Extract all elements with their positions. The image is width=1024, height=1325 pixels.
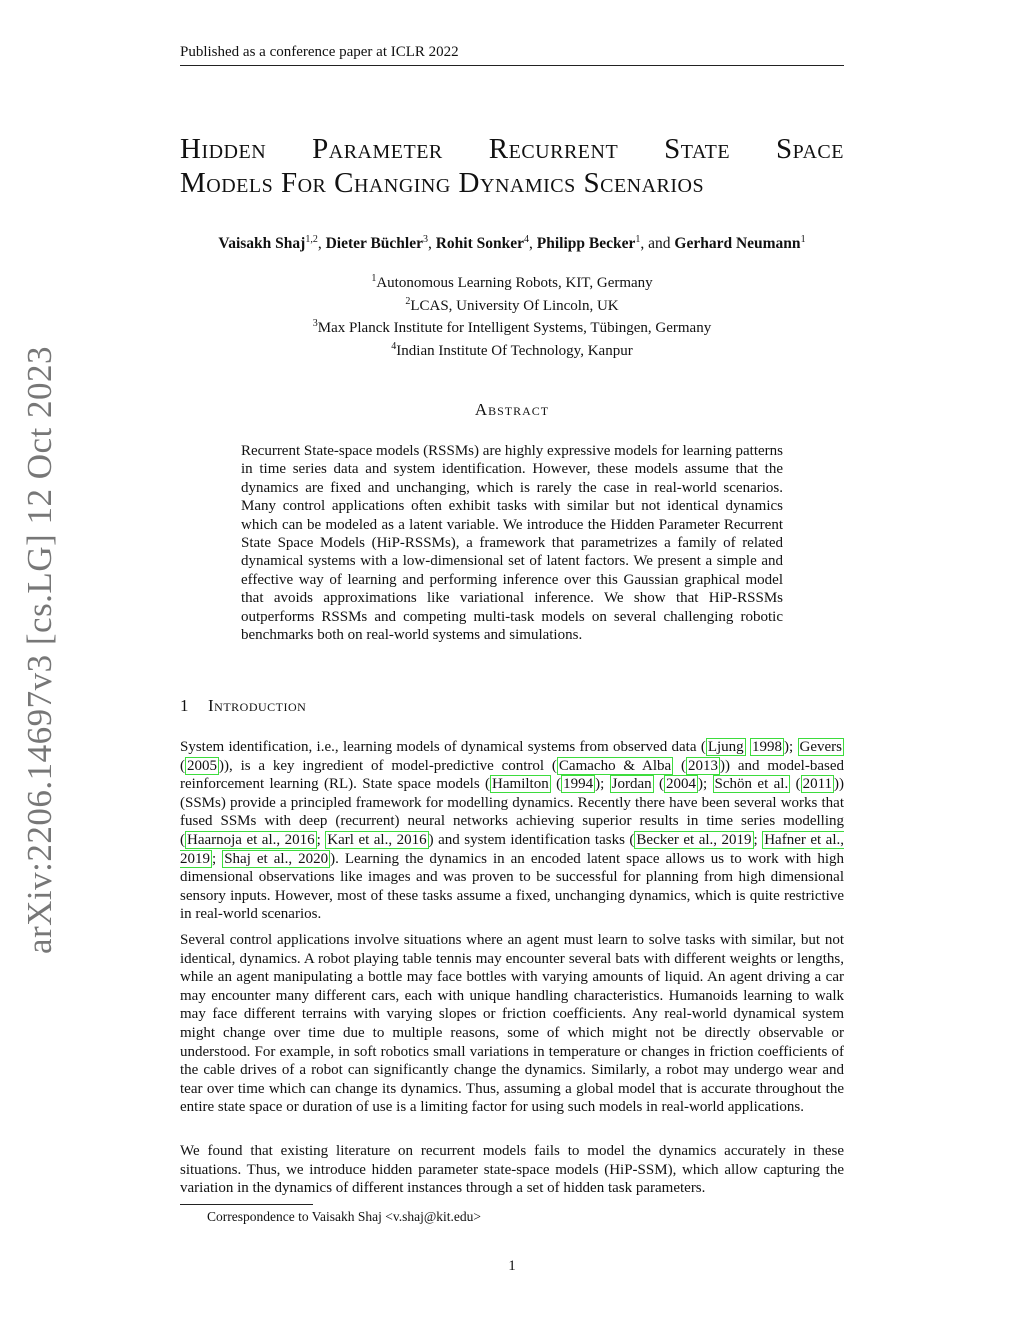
citation-link[interactable]: 2004	[666, 776, 696, 793]
citation-link[interactable]: Schön et al.	[714, 776, 789, 793]
intro-paragraph-1: System identification, i.e., learning models of dynamical systems from observed data ( Ljung 1998 ); Gevers ( 2005 )), is a key ingredient of model-predictive control ( Camacho & Alba ( 2013 )) and model-based reinforcement learning (RL). State space models ( Hamilton ( 1994 ); Jordan ( 2004 ); Schön et al. ( 2011 )) (SSMs) provide a principled framework for modelling dynamics. Recently there have been several works that fused SSMs with deep (recurrent) neural networks achieving superior results in time series modelling ( Haarnoja et al., 2016 ; Karl et al., 2016 ) and system identification tasks ( Becker et al., 2019 ; Hafner et al., 2019 ; Shaj et al., 2020 ). Learning the dynamics in an encoded latent space allows us to work with high dimensional observations like images and was proven to be successful for planning from high dimensional sensory inputs. However, most of these tasks assume a fixed, unchanging dynamics, which is quite restrictive in real-world scenarios.	[180, 739, 845, 923]
abstract-body: Recurrent State-space models (RSSMs) are highly expressive models for learning patterns in time series data and system identification. However, these models assume that the dynamics are fixed and unchanging, which is rarely the case in real-world scenarios. Many control applications often exhibit tasks with similar but not identical dynamics which can be modeled as a latent variable. We introduce the Hidden Parameter Recurrent State Space Models (HiP-RSSMs), a framework that parametrizes a family of related dynamical systems with a low-dimensional set of latent factors. We present a simple and effective way of learning and performing inference over this Gaussian graphical model that avoids approximations like variational inference. We show that HiP-RSSMs outperforms RSSMs and competing multi-task models on several challenging robotic benchmarks both on real-world systems and simulations.	[241, 443, 783, 644]
text-run: System identification, i.e., learning models of dynamical systems from observed data (	[180, 739, 706, 755]
author-separator: ,	[317, 235, 326, 253]
footnote: Correspondence to Vaisakh Shaj <v.shaj@kit.edu>	[207, 1209, 481, 1224]
citation-link[interactable]: 2005	[187, 757, 217, 774]
arxiv-sidebar	[0, 0, 62, 1325]
section-title: Introduction	[208, 696, 307, 715]
author-affil-mark: 4	[524, 234, 530, 245]
title-word: Space	[776, 133, 844, 165]
text-run: ;	[789, 739, 798, 755]
citation-link[interactable]: 1994	[563, 776, 594, 793]
citation-link[interactable]: Jordan	[611, 776, 652, 793]
affiliations	[180, 270, 844, 360]
author-name: Vaisakh Shaj	[218, 235, 306, 253]
citation-link[interactable]: 1998	[752, 739, 783, 755]
text-run: ;	[212, 850, 223, 867]
affiliation-text: LCAS, University Of Lincoln, UK	[410, 297, 619, 314]
affiliation-line	[180, 315, 844, 338]
arxiv-stamp: arXiv:2206.14697v3 [cs.LG] 12 Oct 2023	[20, 345, 59, 955]
title-word: Recurrent	[488, 133, 619, 165]
affiliation-text: Max Planck Institute for Intelligent Systems, Tübingen, Germany	[317, 320, 712, 336]
text-run: ). Learning the dynamics in an encoded latent space allows us to work with high dimensional observations like images and was proven to be successful for planning from high dimensional sensory inputs. However, most of these tasks assume a fixed, unchanging dynamics, which is quite restrictive in real-world scenarios.	[180, 850, 844, 923]
title-line-2: Models For Changing Dynamics Scenarios	[180, 167, 705, 199]
citation-link[interactable]: Becker et al., 2019	[636, 831, 752, 848]
title-word: Hidden	[180, 133, 267, 165]
affiliation-text: Indian Institute Of Technology, Kanpur	[396, 342, 633, 359]
citation-link[interactable]: 2011	[802, 776, 833, 793]
author-name: Philipp Becker	[536, 235, 636, 253]
affiliation-text: Autonomous Learning Robots, KIT, Germany	[376, 275, 653, 291]
citation-link[interactable]: Ljung	[707, 739, 744, 755]
affiliation-line	[180, 270, 844, 293]
text-run: ), is a key ingredient of model-predictive control (	[224, 757, 557, 774]
author-separator: ,	[427, 235, 436, 253]
title-word: Parameter	[312, 133, 443, 165]
text-run: ;	[703, 776, 713, 793]
author-name: Rohit Sonker	[435, 235, 525, 253]
affil-mark: 4	[391, 340, 397, 352]
footnote-rule	[180, 1204, 313, 1205]
author-name: Dieter Büchler	[325, 235, 423, 253]
text-run: ;	[753, 831, 763, 848]
affil-mark: 3	[312, 318, 318, 329]
text-run: ) and model-based reinforcement learning (RL). State space models (	[180, 757, 844, 793]
affil-mark: 1	[371, 273, 377, 284]
citation-link[interactable]: Hamilton	[492, 776, 549, 793]
author-affil-mark: 3	[422, 234, 428, 245]
citation-link[interactable]: Karl et al., 2016	[327, 831, 427, 848]
citation-link[interactable]: 2013	[688, 757, 719, 774]
citation-link[interactable]: Gevers	[799, 739, 842, 755]
text-run: ) (SSMs) provide a principled framework for modelling dynamics. Recently there have been several works that fused SSMs with deep (recurrent) neural networks achieving superior results in time series modelling (	[180, 776, 845, 848]
section-heading	[180, 696, 306, 716]
author-affil-mark: 1	[635, 234, 641, 245]
paper-title	[180, 132, 844, 200]
section-number: 1	[180, 696, 189, 715]
affiliation-line	[180, 293, 844, 316]
author-list	[180, 234, 844, 253]
citation-link[interactable]: Hafner et al., 2019	[180, 831, 844, 867]
affil-mark: 2	[405, 295, 411, 307]
author-name: Gerhard Neumann	[674, 235, 801, 253]
text-run: ;	[316, 831, 326, 848]
author-affil-mark: 1,2	[305, 234, 318, 245]
affiliation-line	[180, 338, 844, 361]
intro-paragraph-2: Several control applications involve situations where an agent must learn to solve tasks with similar, but not identical, dynamics. A robot playing table tennis may encounter several bats with different weights or lengths, while an agent manipulating a bottle may face bottles with varying amounts of liquid. An agent driving a car may encounter many different cars, each with unique handling characteristics. Humanoids learning to walk may face different terrains with varying slopes or friction coefficients. Any real-world dynamical system might change over time due to multiple reasons, some of which might not be directly observable or understood. For example, in soft robotics small variations in temperature or changes in friction coefficients of the cable drives of a robot can significantly change the dynamics. Similarly, a robot may undergo wear and tear over time which can change its dynamics. Thus, assuming a global model that is accurate throughout the entire state space or duration of use is a limiting factor for using such models in real-world applications.	[180, 932, 844, 1116]
page-number: 1	[508, 1258, 516, 1274]
citation-link[interactable]: Haarnoja et al., 2016	[187, 831, 315, 848]
title-line-1	[180, 132, 844, 166]
text-run: ;	[600, 776, 610, 793]
text-run: ) and system identification tasks (	[428, 831, 635, 848]
intro-paragraph-3: We found that existing literature on recurrent models fails to model the dynamics accurately in these situations. Thus, we introduce hidden parameter state-space models (HiP-SSM), which allow capturing the variation in the dynamics of different instances through a set of hidden task parameters.	[180, 1143, 844, 1197]
running-header: Published as a conference paper at ICLR 2022	[180, 44, 459, 60]
citation-link[interactable]: Shaj et al., 2020	[224, 850, 329, 867]
header-rule	[180, 65, 844, 66]
title-word: State	[664, 133, 731, 165]
author-separator: ,	[529, 235, 537, 253]
abstract-heading: Abstract	[474, 400, 550, 419]
citation-link[interactable]: Camacho & Alba	[558, 757, 672, 774]
author-affil-mark: 1	[800, 234, 806, 245]
author-separator: , and	[640, 235, 675, 253]
